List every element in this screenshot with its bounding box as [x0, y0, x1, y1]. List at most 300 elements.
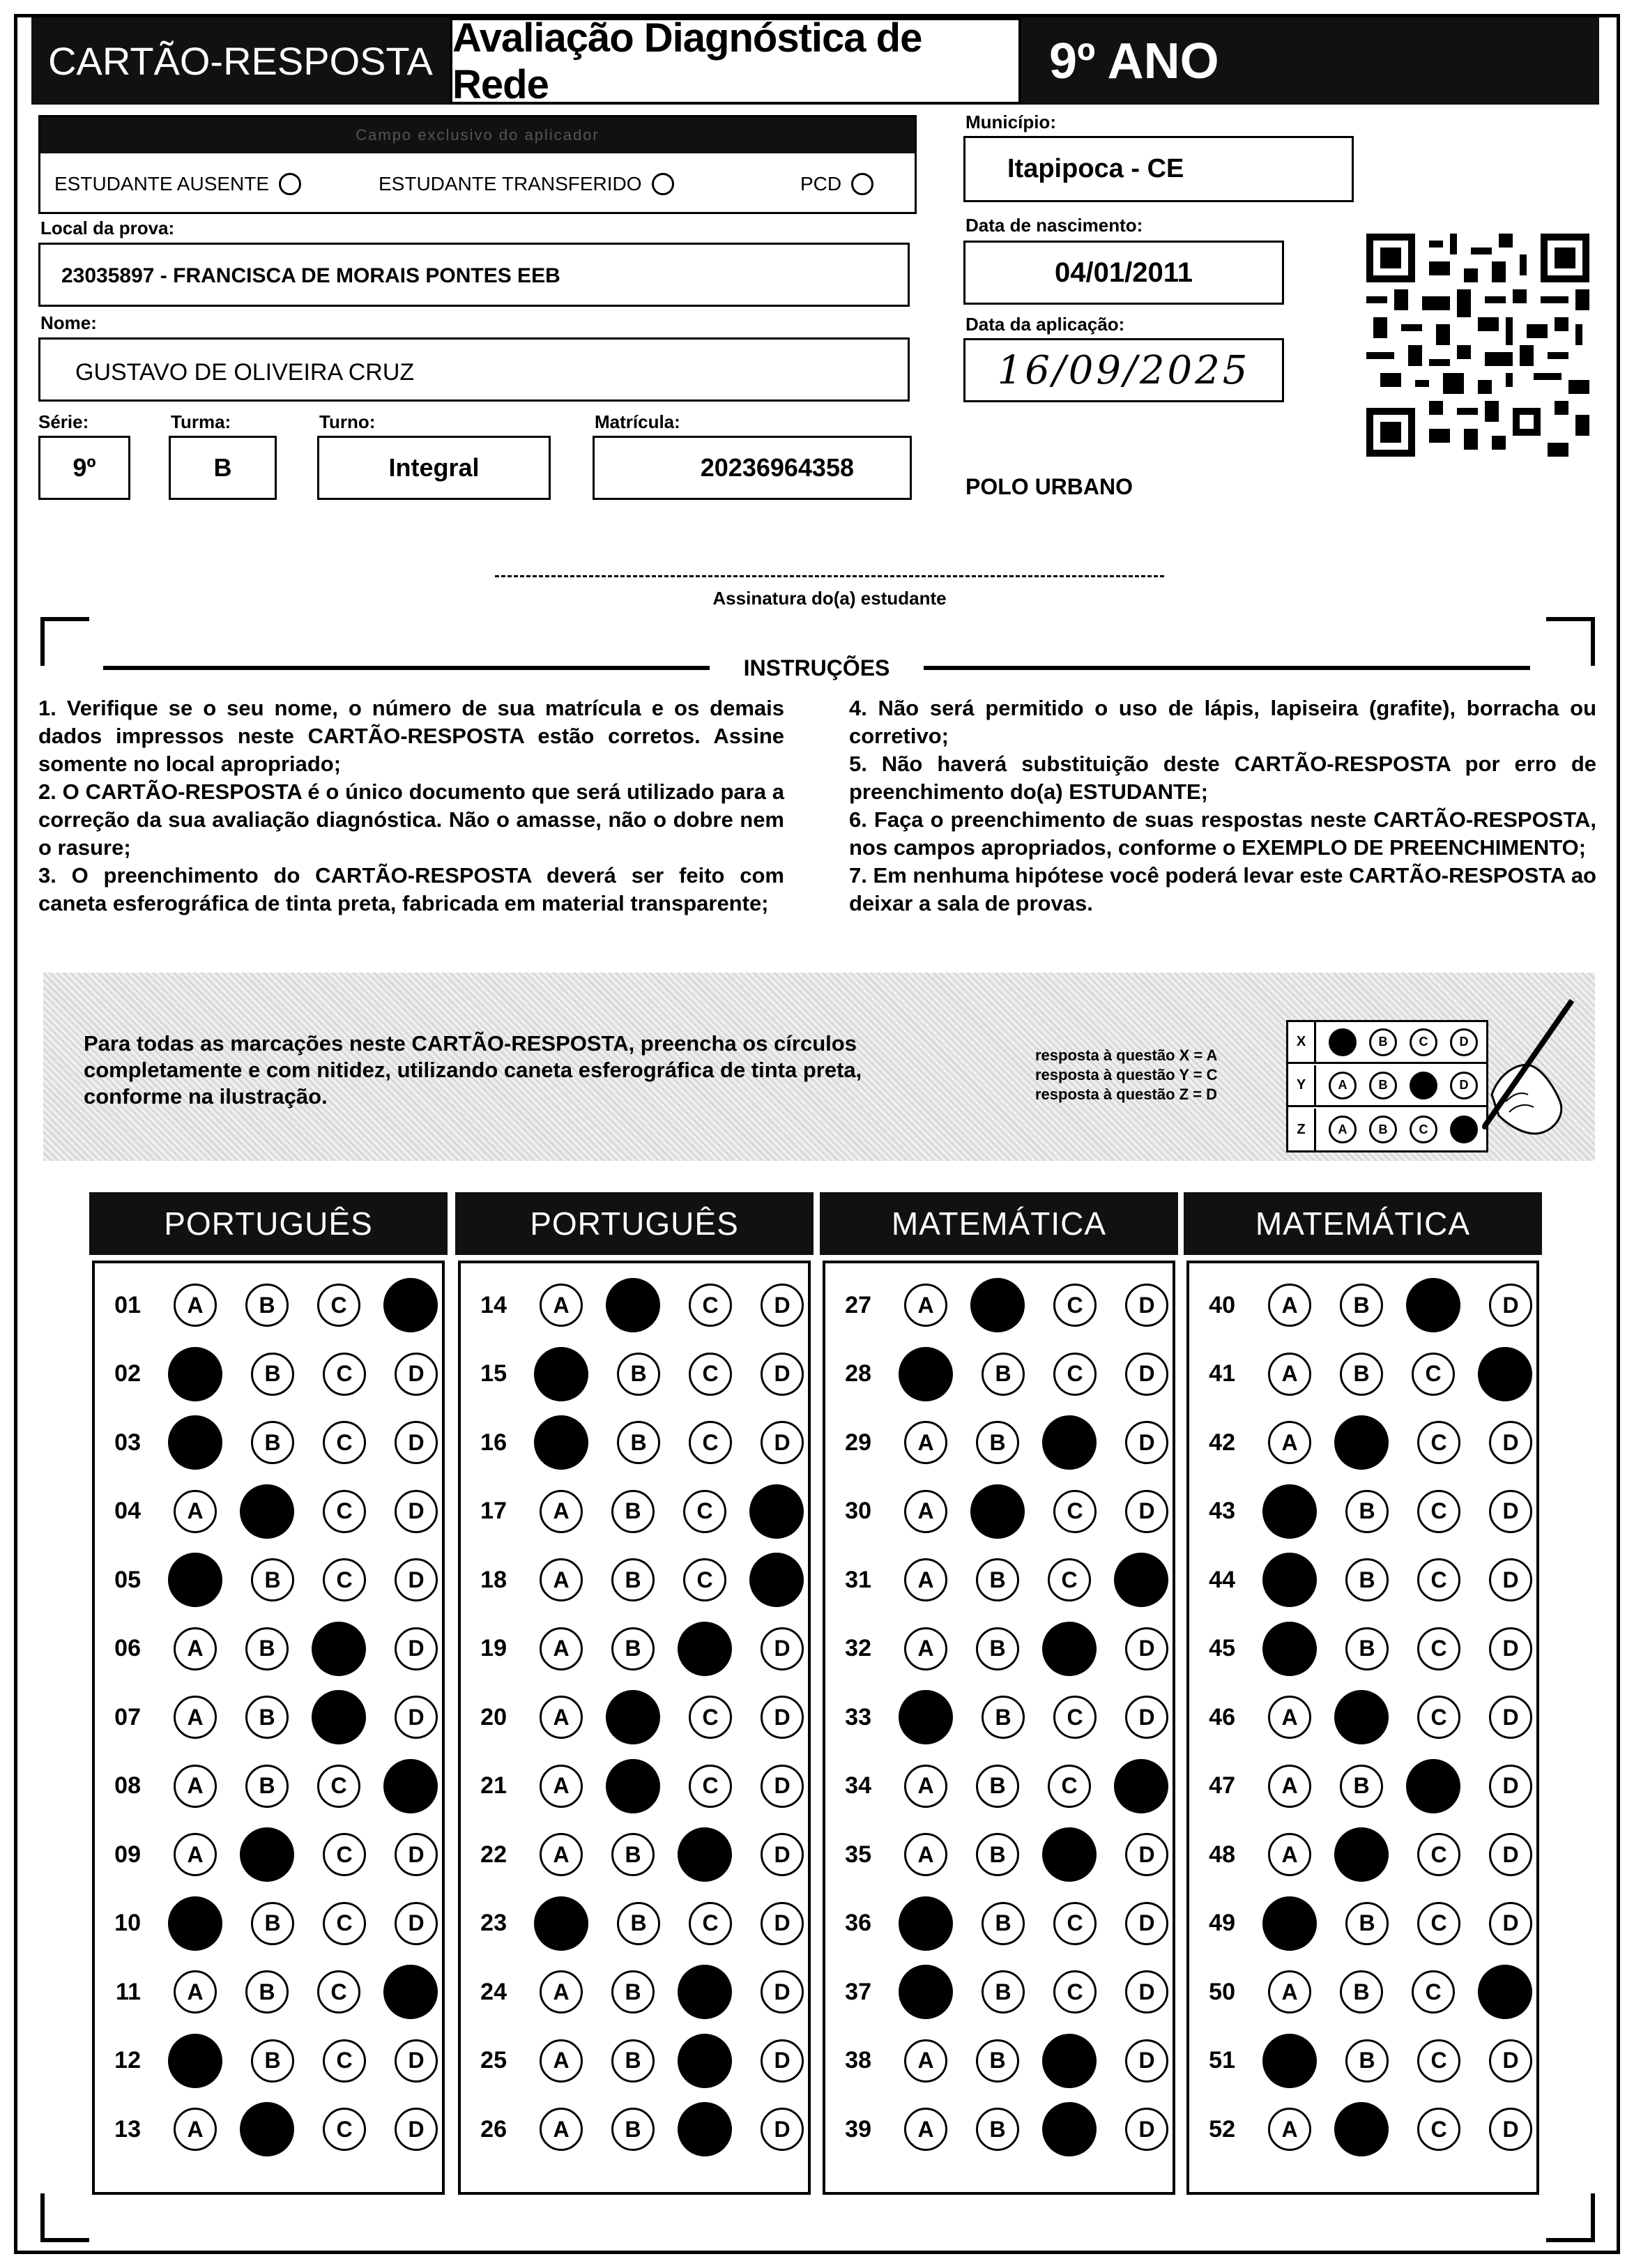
example-bubble: C: [1410, 1116, 1437, 1143]
answer-bubble-b[interactable]: B: [976, 1558, 1019, 1601]
question-row: [825, 2033, 1168, 2089]
card-title: CARTÃO-RESPOSTA: [31, 17, 450, 105]
question-row: [825, 1827, 1168, 1882]
answer-bubble-c[interactable]: [678, 2102, 732, 2156]
answer-bubble-d[interactable]: D: [1125, 1353, 1168, 1396]
answer-bubble-c[interactable]: [678, 1622, 732, 1676]
answer-bubble-a[interactable]: A: [174, 1284, 217, 1327]
transferred-option[interactable]: [379, 173, 674, 195]
question-number: 02: [114, 1360, 141, 1387]
answer-bubble-d[interactable]: D: [1489, 2108, 1532, 2151]
answer-bubble-c[interactable]: C: [689, 1696, 732, 1739]
answer-bubble-b[interactable]: B: [982, 1353, 1025, 1396]
answer-bubble-b[interactable]: B: [245, 1284, 289, 1327]
exam-title: Avaliação Diagnóstica de Rede: [450, 17, 1021, 105]
question-row: [95, 1896, 438, 1951]
answer-bubble-c[interactable]: C: [1417, 1421, 1460, 1464]
answer-bubble-c[interactable]: C: [317, 1284, 360, 1327]
name-label: Nome:: [40, 312, 97, 333]
absent-option[interactable]: [54, 173, 301, 195]
signature-line: [495, 575, 1164, 577]
answer-bubble-a[interactable]: A: [540, 1833, 583, 1876]
answer-bubble-c[interactable]: C: [1053, 1490, 1097, 1533]
answer-bubble-d[interactable]: D: [761, 2039, 804, 2083]
answer-bubble-d[interactable]: [383, 1759, 438, 1813]
answer-bubble-c[interactable]: C: [1053, 1696, 1097, 1739]
question-row: [825, 1277, 1168, 1333]
answer-bubble-d[interactable]: D: [1489, 1284, 1532, 1327]
question-number: 12: [114, 2047, 141, 2073]
answer-bubble-b[interactable]: [1334, 2102, 1389, 2156]
answer-bubble-c[interactable]: C: [323, 1353, 366, 1396]
answer-bubble-b[interactable]: B: [611, 1970, 655, 2014]
answer-bubble-d[interactable]: D: [1125, 2108, 1168, 2151]
answer-bubble-a[interactable]: [168, 2034, 222, 2088]
corner-mark: [40, 2193, 89, 2242]
answer-bubble-c[interactable]: [1042, 1622, 1097, 1676]
answer-bubble-c[interactable]: C: [323, 2039, 366, 2083]
answer-bubble-b[interactable]: B: [976, 1765, 1019, 1808]
answer-bubble-b[interactable]: B: [976, 1421, 1019, 1464]
answer-bubble-a[interactable]: A: [1268, 1970, 1311, 2014]
name-box: [38, 337, 910, 402]
question-row: [1189, 2033, 1532, 2089]
question-row: [461, 1552, 804, 1608]
answer-bubble-c[interactable]: C: [689, 1421, 732, 1464]
answer-bubble-b[interactable]: B: [611, 1627, 655, 1670]
answer-bubble-c[interactable]: C: [1053, 1970, 1097, 2014]
grade-title: 9º ANO: [1021, 17, 1599, 105]
answer-bubble-a[interactable]: [899, 1965, 953, 2019]
answer-bubble-c[interactable]: [678, 1965, 732, 2019]
answer-bubble-a[interactable]: [168, 1553, 222, 1607]
question-number: 07: [114, 1703, 141, 1730]
question-number: 24: [480, 1978, 507, 2005]
answer-bubble-c[interactable]: C: [1417, 2039, 1460, 2083]
answer-bubble-c[interactable]: C: [323, 1421, 366, 1464]
answer-bubble-a[interactable]: A: [540, 1627, 583, 1670]
instruction-item: 3. O preenchimento do CARTÃO-RESPOSTA deverá ser feito com caneta esferográfica de tinta preta, fabricada em material transparente;: [38, 863, 784, 915]
answer-bubble-b[interactable]: [240, 2102, 294, 2156]
example-bubble: C: [1410, 1072, 1437, 1099]
answer-bubble-c[interactable]: C: [1417, 1558, 1460, 1601]
answer-bubble-a[interactable]: A: [904, 1284, 947, 1327]
answer-bubble-a[interactable]: [534, 1415, 588, 1470]
answer-bubble-c[interactable]: C: [317, 1765, 360, 1808]
answer-bubble-d[interactable]: D: [761, 1353, 804, 1396]
location-box: [38, 243, 910, 307]
answer-bubble-b[interactable]: [240, 1827, 294, 1882]
answer-bubble-d[interactable]: D: [761, 1421, 804, 1464]
answer-bubble-d[interactable]: D: [761, 1765, 804, 1808]
answer-bubble-a[interactable]: [1262, 1896, 1317, 1951]
instructions-rule-left: [103, 666, 710, 670]
question-number: 47: [1209, 1772, 1235, 1799]
answer-bubble-b[interactable]: B: [251, 1421, 294, 1464]
answer-bubble-a[interactable]: A: [1268, 1353, 1311, 1396]
answer-bubble-c[interactable]: C: [1412, 1970, 1455, 2014]
answer-bubble-a[interactable]: [1262, 1622, 1317, 1676]
answer-bubble-d[interactable]: D: [1489, 1627, 1532, 1670]
answer-bubble-b[interactable]: B: [976, 2108, 1019, 2151]
question-number: 21: [480, 1772, 507, 1799]
answer-bubble-a[interactable]: A: [904, 1765, 947, 1808]
answer-bubble-d[interactable]: D: [1489, 1696, 1532, 1739]
answer-bubble-c[interactable]: C: [683, 1490, 726, 1533]
question-number: 09: [114, 1841, 141, 1868]
answer-bubble-a[interactable]: [534, 1347, 588, 1401]
answer-bubble-a[interactable]: A: [904, 1490, 947, 1533]
question-number: 44: [1209, 1566, 1235, 1593]
answer-bubble-d[interactable]: D: [395, 1696, 438, 1739]
answer-bubble-c[interactable]: [1042, 2034, 1097, 2088]
answer-bubble-c[interactable]: C: [317, 1970, 360, 2014]
question-row: [95, 1758, 438, 1814]
answer-bubble-a[interactable]: [168, 1415, 222, 1470]
answer-bubble-b[interactable]: B: [245, 1696, 289, 1739]
answer-bubble-b[interactable]: B: [1340, 1970, 1383, 2014]
answer-bubble-b[interactable]: B: [611, 2108, 655, 2151]
answer-bubble-a[interactable]: A: [174, 1627, 217, 1670]
instruction-item: 7. Em nenhuma hipótese você poderá levar este CARTÃO-RESPOSTA ao deixar a sala de provas.: [849, 863, 1596, 915]
example-legend-item: resposta à questão Z = D: [1035, 1086, 1218, 1103]
question-row: [95, 1484, 438, 1539]
answer-bubble-b[interactable]: B: [982, 1970, 1025, 2014]
answer-bubble-a[interactable]: A: [904, 1558, 947, 1601]
answer-bubble-a[interactable]: A: [1268, 1284, 1311, 1327]
answer-bubble-c[interactable]: C: [683, 1558, 726, 1601]
answer-bubble-b[interactable]: B: [1345, 1490, 1389, 1533]
question-number: 27: [845, 1291, 871, 1318]
instruction-item: 6. Faça o preenchimento de suas respostas neste CARTÃO-RESPOSTA, nos campos apropriados, conforme o EXEMPLO DE PREENCHIMENTO;: [849, 807, 1596, 860]
answer-bubble-d[interactable]: D: [1125, 1970, 1168, 2014]
answer-bubble-d[interactable]: D: [1125, 1490, 1168, 1533]
answer-bubble-d[interactable]: D: [761, 1627, 804, 1670]
answer-bubble-b[interactable]: B: [976, 2039, 1019, 2083]
example-bubble: D: [1450, 1028, 1478, 1056]
answer-bubble-d[interactable]: D: [1489, 1558, 1532, 1601]
answer-bubble-b[interactable]: B: [617, 1902, 660, 1945]
answer-bubble-c[interactable]: [1406, 1759, 1460, 1813]
question-row: [461, 1277, 804, 1333]
question-number: 15: [480, 1360, 507, 1387]
answer-bubble-d[interactable]: [383, 1278, 438, 1332]
answer-bubble-b[interactable]: B: [611, 2039, 655, 2083]
answer-bubble-c[interactable]: C: [1417, 1627, 1460, 1670]
answer-bubble-c[interactable]: [1042, 1827, 1097, 1882]
answer-bubble-b[interactable]: [606, 1278, 660, 1332]
answer-bubble-a[interactable]: A: [540, 1970, 583, 2014]
answer-bubble-b[interactable]: B: [611, 1490, 655, 1533]
answer-bubble-c[interactable]: C: [323, 1558, 366, 1601]
question-number: 18: [480, 1566, 507, 1593]
question-row: [95, 2033, 438, 2089]
answer-bubble-a[interactable]: A: [904, 1627, 947, 1670]
birth-value: 04/01/2011: [963, 241, 1284, 305]
answer-bubble-b[interactable]: [1334, 1827, 1389, 1882]
answer-bubble-a[interactable]: A: [540, 1558, 583, 1601]
question-row: [1189, 1827, 1532, 1882]
answer-column: [823, 1261, 1175, 2195]
location-value: 23035897 - FRANCISCA DE MORAIS PONTES EEB: [61, 264, 560, 287]
answer-bubble-c[interactable]: C: [1053, 1284, 1097, 1327]
answer-bubble-d[interactable]: D: [395, 1421, 438, 1464]
answer-bubble-a[interactable]: A: [540, 1696, 583, 1739]
answer-bubble-d[interactable]: D: [1125, 1421, 1168, 1464]
answer-bubble-b[interactable]: [970, 1278, 1025, 1332]
answer-bubble-d[interactable]: [1478, 1347, 1532, 1401]
answer-bubble-b[interactable]: B: [611, 1833, 655, 1876]
answer-bubble-a[interactable]: A: [904, 1833, 947, 1876]
example-legend-item: resposta à questão Y = C: [1035, 1066, 1218, 1083]
answer-bubble-a[interactable]: A: [540, 1284, 583, 1327]
transferred-label: ESTUDANTE TRANSFERIDO: [379, 173, 642, 195]
answer-bubble-c[interactable]: C: [1053, 1902, 1097, 1945]
answer-bubble-a[interactable]: A: [1268, 1833, 1311, 1876]
answer-bubble-c[interactable]: C: [689, 1902, 732, 1945]
absent-radio[interactable]: [279, 173, 301, 195]
applicator-bar: Campo exclusivo do aplicador: [40, 117, 915, 153]
answer-bubble-b[interactable]: [240, 1484, 294, 1539]
answer-bubble-c[interactable]: C: [1048, 1558, 1091, 1601]
question-number: 30: [845, 1498, 871, 1524]
example-bubble: C: [1410, 1028, 1437, 1056]
answer-bubble-c[interactable]: C: [689, 1353, 732, 1396]
answer-bubble-d[interactable]: D: [395, 2108, 438, 2151]
question-number: 38: [845, 2047, 871, 2073]
answer-bubble-a[interactable]: A: [174, 1765, 217, 1808]
question-row: [461, 1346, 804, 1402]
instruction-item: 2. O CARTÃO-RESPOSTA é o único documento que será utilizado para a correção da sua avaliação diagnóstica. Não o amasse, não o dobre nem o rasure;: [38, 779, 784, 860]
question-row: [1189, 1346, 1532, 1402]
answer-bubble-d[interactable]: [1114, 1553, 1168, 1607]
answer-bubble-d[interactable]: D: [1489, 1902, 1532, 1945]
answer-bubble-d[interactable]: D: [761, 1833, 804, 1876]
answer-bubble-d[interactable]: D: [395, 1627, 438, 1670]
question-row: [461, 2101, 804, 2157]
answer-bubble-a[interactable]: A: [174, 1970, 217, 2014]
question-row: [825, 1689, 1168, 1745]
answer-bubble-c[interactable]: C: [323, 1902, 366, 1945]
answer-bubble-b[interactable]: B: [251, 2039, 294, 2083]
transferred-radio[interactable]: [652, 173, 674, 195]
answer-bubble-c[interactable]: C: [1412, 1353, 1455, 1396]
answer-bubble-b[interactable]: B: [251, 1902, 294, 1945]
answer-bubble-d[interactable]: D: [1125, 2039, 1168, 2083]
answer-bubble-b[interactable]: B: [245, 1970, 289, 2014]
answer-bubble-d[interactable]: D: [1489, 1765, 1532, 1808]
answer-bubble-a[interactable]: [899, 1347, 953, 1401]
answer-bubble-c[interactable]: C: [323, 1833, 366, 1876]
answer-bubble-c[interactable]: C: [1417, 2108, 1460, 2151]
answer-bubble-d[interactable]: D: [761, 1284, 804, 1327]
question-number: 34: [845, 1772, 871, 1799]
answer-bubble-d[interactable]: D: [1125, 1833, 1168, 1876]
answer-bubble-d[interactable]: D: [1489, 1421, 1532, 1464]
question-number: 17: [480, 1498, 507, 1524]
answer-bubble-d[interactable]: D: [395, 1833, 438, 1876]
column-header: MATEMÁTICA: [1184, 1192, 1542, 1255]
example-bubble: A: [1329, 1116, 1357, 1143]
question-row: [825, 1415, 1168, 1470]
answer-bubble-c[interactable]: [678, 2034, 732, 2088]
answer-bubble-a[interactable]: [168, 1347, 222, 1401]
answer-bubble-b[interactable]: [606, 1759, 660, 1813]
answer-bubble-b[interactable]: B: [611, 1558, 655, 1601]
answer-bubble-d[interactable]: [383, 1965, 438, 2019]
application-value: 16/09/2025: [963, 338, 1284, 402]
answer-bubble-a[interactable]: A: [540, 2108, 583, 2151]
answer-bubble-d[interactable]: D: [395, 1558, 438, 1601]
answer-bubble-a[interactable]: [1262, 2034, 1317, 2088]
answer-bubble-a[interactable]: [1262, 1553, 1317, 1607]
answer-bubble-b[interactable]: [1334, 1415, 1389, 1470]
shift-label: Turno:: [319, 411, 376, 432]
answer-bubble-d[interactable]: D: [1489, 2039, 1532, 2083]
answer-bubble-a[interactable]: A: [174, 1490, 217, 1533]
answer-bubble-b[interactable]: B: [1340, 1353, 1383, 1396]
example-bubble: A: [1329, 1072, 1357, 1099]
answer-column: [458, 1261, 811, 2195]
applicator-box: [38, 115, 917, 214]
answer-bubble-d[interactable]: D: [761, 1970, 804, 2014]
answer-bubble-c[interactable]: C: [1417, 1833, 1460, 1876]
answer-bubble-d[interactable]: [749, 1484, 804, 1539]
answer-bubble-c[interactable]: C: [689, 1765, 732, 1808]
answer-bubble-c[interactable]: C: [323, 1490, 366, 1533]
question-number: 28: [845, 1360, 871, 1387]
example-row: [1288, 1065, 1486, 1107]
answer-bubble-b[interactable]: B: [1345, 1627, 1389, 1670]
answer-bubble-b[interactable]: B: [976, 1833, 1019, 1876]
birth-label: Data de nascimento:: [965, 215, 1143, 236]
answer-bubble-c[interactable]: C: [1048, 1765, 1091, 1808]
answer-bubble-c[interactable]: [312, 1690, 366, 1744]
answer-bubble-b[interactable]: B: [1340, 1765, 1383, 1808]
answer-bubble-a[interactable]: A: [174, 2108, 217, 2151]
answer-bubble-b[interactable]: B: [245, 1627, 289, 1670]
answer-bubble-b[interactable]: B: [982, 1696, 1025, 1739]
answer-bubble-d[interactable]: D: [761, 1696, 804, 1739]
answer-bubble-d[interactable]: D: [1125, 1627, 1168, 1670]
answer-bubble-b[interactable]: B: [617, 1421, 660, 1464]
answer-bubble-b[interactable]: B: [251, 1353, 294, 1396]
answer-bubble-c[interactable]: [1042, 2102, 1097, 2156]
answer-bubble-c[interactable]: C: [1417, 1902, 1460, 1945]
answer-bubble-c[interactable]: [312, 1622, 366, 1676]
answer-bubble-d[interactable]: [749, 1553, 804, 1607]
question-number: 52: [1209, 2115, 1235, 2143]
answer-bubble-b[interactable]: [606, 1690, 660, 1744]
answer-bubble-a[interactable]: A: [174, 1696, 217, 1739]
answer-bubble-c[interactable]: C: [1417, 1696, 1460, 1739]
answer-bubble-b[interactable]: B: [1345, 1558, 1389, 1601]
answer-bubble-c[interactable]: [1406, 1278, 1460, 1332]
answer-bubble-c[interactable]: [1042, 1415, 1097, 1470]
answer-bubble-a[interactable]: A: [904, 2039, 947, 2083]
example-bubble: D: [1450, 1072, 1478, 1099]
answer-bubble-a[interactable]: [899, 1690, 953, 1744]
answer-bubble-b[interactable]: B: [1345, 2039, 1389, 2083]
answer-bubble-d[interactable]: D: [395, 2039, 438, 2083]
answer-bubble-b[interactable]: B: [976, 1627, 1019, 1670]
answer-bubble-a[interactable]: [899, 1896, 953, 1951]
answer-bubble-d[interactable]: D: [395, 1902, 438, 1945]
answer-bubble-d[interactable]: D: [1489, 1490, 1532, 1533]
answer-bubble-c[interactable]: C: [1053, 1353, 1097, 1396]
answer-bubble-d[interactable]: D: [1125, 1696, 1168, 1739]
answer-bubble-b[interactable]: B: [982, 1902, 1025, 1945]
answer-bubble-c[interactable]: C: [323, 2108, 366, 2151]
question-number: 13: [114, 2115, 141, 2143]
question-row: [95, 1415, 438, 1470]
answer-bubble-a[interactable]: [1262, 1484, 1317, 1539]
answer-bubble-d[interactable]: D: [1489, 1833, 1532, 1876]
answer-bubble-a[interactable]: A: [174, 1833, 217, 1876]
answer-bubble-b[interactable]: B: [251, 1558, 294, 1601]
instructions-left: [38, 694, 784, 918]
signature-label: Assinatura do(a) estudante: [712, 588, 947, 609]
answer-bubble-a[interactable]: A: [1268, 1421, 1311, 1464]
answer-bubble-b[interactable]: [970, 1484, 1025, 1539]
answer-bubble-a[interactable]: A: [904, 2108, 947, 2151]
answer-bubble-b[interactable]: [1334, 1690, 1389, 1744]
question-row: [825, 1964, 1168, 2020]
column-header: PORTUGUÊS: [89, 1192, 448, 1255]
example-legend: [1035, 1046, 1217, 1104]
answer-bubble-c[interactable]: [678, 1827, 732, 1882]
answer-bubble-c[interactable]: C: [1417, 1490, 1460, 1533]
answer-bubble-d[interactable]: D: [761, 1902, 804, 1945]
answer-bubble-d[interactable]: [1114, 1759, 1168, 1813]
answer-bubble-b[interactable]: B: [1345, 1902, 1389, 1945]
answer-bubble-a[interactable]: [534, 1896, 588, 1951]
shift-value: Integral: [317, 436, 551, 500]
question-number: 32: [845, 1635, 871, 1661]
question-number: 10: [114, 1910, 141, 1936]
instructions-right: [849, 694, 1596, 918]
pcd-option[interactable]: [800, 173, 873, 195]
answer-bubble-a[interactable]: A: [1268, 1765, 1311, 1808]
answer-bubble-b[interactable]: B: [1340, 1284, 1383, 1327]
answer-bubble-d[interactable]: D: [1125, 1284, 1168, 1327]
answer-bubble-d[interactable]: D: [395, 1353, 438, 1396]
answer-bubble-b[interactable]: B: [617, 1353, 660, 1396]
example-grid: [1286, 1020, 1488, 1152]
application-label: Data da aplicação:: [965, 314, 1125, 335]
answer-bubble-b[interactable]: B: [245, 1765, 289, 1808]
answer-bubble-a[interactable]: A: [540, 1765, 583, 1808]
answer-bubble-a[interactable]: A: [540, 1490, 583, 1533]
question-number: 23: [480, 1910, 507, 1936]
answer-bubble-a[interactable]: A: [540, 2039, 583, 2083]
answer-bubble-d[interactable]: [1478, 1965, 1532, 2019]
question-number: 11: [116, 1978, 141, 2005]
answer-bubble-a[interactable]: A: [1268, 1696, 1311, 1739]
question-row: [461, 1415, 804, 1470]
pcd-radio[interactable]: [851, 173, 873, 195]
answer-bubble-a[interactable]: [168, 1896, 222, 1951]
answer-bubble-a[interactable]: A: [1268, 2108, 1311, 2151]
enrollment-value: 20236964358: [593, 436, 912, 500]
question-row: [1189, 1896, 1532, 1951]
answer-bubble-a[interactable]: A: [904, 1421, 947, 1464]
answer-bubble-d[interactable]: D: [761, 2108, 804, 2151]
class-value: B: [169, 436, 277, 500]
answer-bubble-d[interactable]: D: [1125, 1902, 1168, 1945]
answer-bubble-c[interactable]: C: [689, 1284, 732, 1327]
answer-bubble-d[interactable]: D: [395, 1490, 438, 1533]
